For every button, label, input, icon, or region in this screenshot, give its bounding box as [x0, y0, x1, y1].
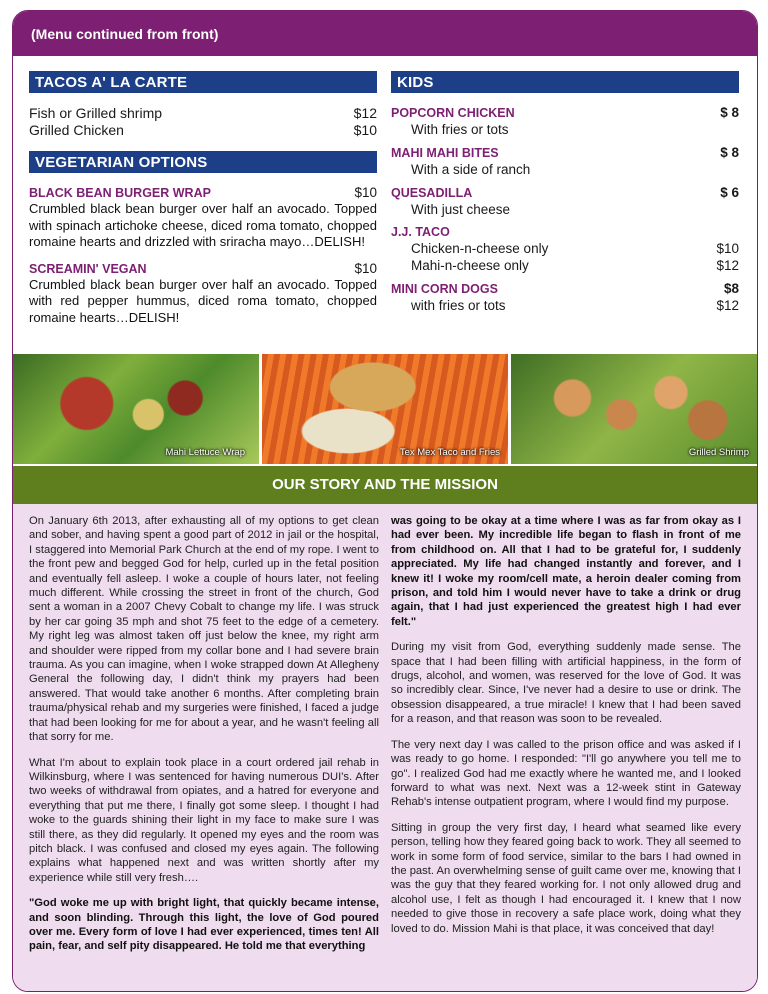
menu-item [29, 122, 377, 139]
food-photo-strip [13, 354, 757, 464]
kids-heading: KIDS [391, 71, 739, 93]
food-photo [511, 354, 757, 464]
item-option: With just cheese [411, 202, 511, 217]
photo-caption: Mahi Lettuce Wrap [165, 447, 245, 458]
menu-item [391, 185, 739, 218]
menu-item [29, 261, 377, 327]
menu-item [29, 105, 377, 122]
item-price: $ 6 [720, 185, 739, 200]
option-price: $12 [716, 258, 739, 273]
menu-page [12, 10, 758, 992]
item-price: $10 [354, 185, 377, 200]
tacos-list [29, 105, 377, 139]
item-name: SCREAMIN' VEGAN [29, 261, 147, 276]
menu-item [391, 225, 739, 274]
item-price: $ 8 [720, 105, 739, 120]
option-price: $12 [716, 298, 739, 313]
item-option: With a side of ranch [411, 162, 531, 177]
header-title: (Menu continued from front) [31, 26, 219, 42]
item-name: POPCORN CHICKEN [391, 106, 515, 120]
item-description: Crumbled black bean burger over half an avocado. Topped with spinach artichoke cheese, diced roma tomato, chopped romaine hearts and drizzled with sriracha mayo…DELISH! [29, 201, 377, 249]
item-price: $ 8 [720, 145, 739, 160]
story-paragraph: On January 6th 2013, after exhausting all of my options to get clean and sober, and having spent a good part of 2012 in jail or the hospital, I staggered into Memorial Park Church at the end of my rope. I went to the front pew and begged God for help, curled up in the fetal position and eventually fell asleep. I woke a couple of hours later, not feeling much different. While crossing the street in front of the church, God sent a woman in a 2007 Chevy Cobalt to change my life. I was struck by her car going 35 mph and shot 75 feet to the edge of a cemetery. My right leg was almost taken off just below the knee, my right arm and shoulder were ripped from my collar bone and I had severe brain trauma. As you can imagine, when I woke strapped down At Allegheny General the following day, I didn't think my prayers had been answered. That would take another 6 months. After completing brain trauma/physical rehab and my surgeries were finished, I faced a judge that had been looking for me for about a year, and he wasn't feeling all that sorry for me. [29, 515, 379, 744]
menu-item [29, 185, 377, 251]
vegetarian-heading: VEGETARIAN OPTIONS [29, 151, 377, 173]
item-description: Crumbled black bean burger over half an avocado. Topped with red pepper hummus, diced roma tomato, chopped romaine hearts…DELISH! [29, 276, 377, 325]
story-paragraph: What I'm about to explain took place in a court ordered jail rehab in Wilkinsburg, where I was sentenced for having numerous DUI's. After two weeks of withdrawal from opiates, and a hatred for everyone and everything that put me there, I finally got some sleep. I thought I had woke to the guards shining their light in my face to make sure I was still there, as they did regularly. It opened my eyes and the room was pitch black. I was confused and closed my eyes again. The following explains what happened next and was written shortly after my experience while still very fresh…. [29, 756, 379, 884]
menu-item [391, 105, 739, 138]
story-paragraph: Sitting in group the very first day, I heard what seamed like every person, telling how they feared going back to work. They all seemed to work in some form of food service, similar to the bars I had owned in the past. An overwhelming sense of guilt came over me, knowing that I was the guy that they feared working for. I not only allowed drug and alcohol use, I felt as though I had encouraged it. I knew that I now needed to give those in recovery a safe place work, doing what they loved to do. Mission Mahi is that place, it was conceived that day! [391, 821, 741, 935]
kids-menu-column [391, 71, 739, 314]
story-paragraph: During my visit from God, everything suddenly made sense. The space that I had been filling with artificial happiness, in the form of drugs, alcohol, and women, was reserved for the love of God. It was so incredibly clear. Since, I've never had a desire to use or drink. The obsession disappeared, a true miracle! I knew that I had been saved for a reason, and that reason was soon to be revealed. [391, 641, 741, 726]
item-name: MAHI MAHI BITES [391, 146, 499, 160]
tacos-heading: TACOS A' LA CARTE [29, 71, 377, 93]
photo-caption: Tex Mex Taco and Fries [399, 447, 500, 458]
photo-caption: Grilled Shrimp [688, 447, 749, 458]
story-left-column [29, 514, 379, 965]
item-name: BLACK BEAN BURGER WRAP [29, 186, 211, 200]
item-price: $12 [353, 105, 377, 121]
kids-list [391, 105, 739, 314]
item-option: Mahi-n-cheese only [411, 258, 529, 273]
item-option: with fries or tots [411, 298, 506, 313]
option-price: $8 [723, 281, 739, 296]
story-paragraph: The very next day I was called to the prison office and was asked if I was ready to go home. I responded: "I'll go anywhere you tell me to go". I realized God had me exactly where he wanted me, and I looked forward to what was next. Next was a 12-week stint in Gateway Rehab's intense outpatient program, where I would find my purpose. [391, 738, 741, 809]
story-quote: was going to be okay at a time where I was as far from okay as I had ever been. My incredible life began to flash in front of me from childhood on. All that I had to be grateful for, I suddenly appreciated. My life had changed instantly and forever, and I knew it! I woke my room/cell mate, a heroin dealer coming from prison, and told him I would never have to take a drink or drug again, that I had just experienced the greatest high I had ever felt." [391, 515, 741, 628]
item-option: Chicken-n-cheese only [411, 241, 549, 256]
menu-item [391, 281, 739, 314]
header-bar [13, 11, 757, 56]
item-name: Grilled Chicken [29, 122, 124, 138]
item-name: J.J. TACO [391, 225, 450, 239]
item-price: $10 [354, 260, 377, 276]
food-photo [262, 354, 508, 464]
menu-item [391, 145, 739, 178]
food-photo [13, 354, 259, 464]
story-section [13, 504, 757, 991]
item-option: With fries or tots [411, 122, 509, 137]
story-quote: "God woke me up with bright light, that quickly became intense, and soon blinding. Through this light, the love of God poured over me. Every form of love I had ever experienced, times ten! All pain, fear, and self pity disappeared. He told me that everything [29, 897, 379, 953]
story-right-column [391, 514, 741, 947]
option-price: $10 [716, 241, 739, 256]
item-name: MINI CORN DOGS [391, 282, 498, 296]
item-price: $10 [353, 122, 377, 138]
item-name: QUESADILLA [391, 186, 473, 200]
left-menu-column [29, 71, 377, 326]
story-heading: OUR STORY AND THE MISSION [13, 466, 757, 504]
item-name: Fish or Grilled shrimp [29, 105, 163, 121]
